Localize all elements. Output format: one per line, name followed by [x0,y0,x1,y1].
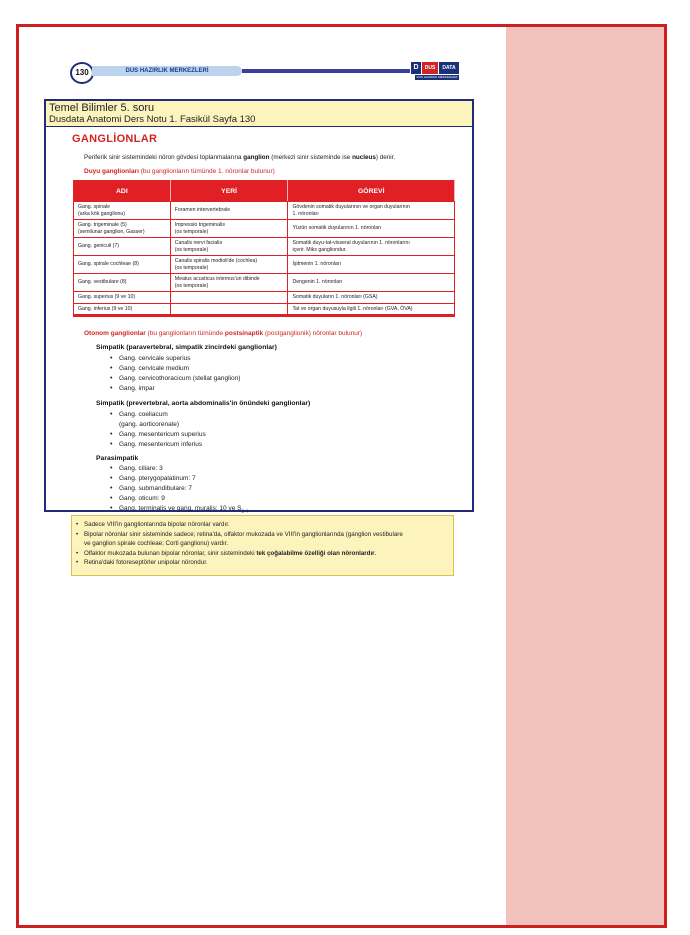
table-cell: Somatik duyu-tat-visseral duyularının 1. nöronlarını içerir. Miks gangliondur. [288,238,455,256]
question-box [44,99,474,512]
summary-note-box [71,515,454,576]
table-row [74,202,455,220]
list-item: • Gang. mesentericum superius [110,430,206,440]
table-cell: Somatik duyuların 1. nöronları (GSA) [288,292,455,304]
section-title: GANGLİONLAR [72,133,158,145]
table-cell: Meatus acusticus internus'un dibinde (os temporale) [170,274,288,292]
dusdata-logo: D DUS DATA DUS HAZIRLIK MERKEZLERİ [411,62,459,81]
column-header: YERİ [170,181,288,202]
note-item: • Sadece VIII'in ganglionlarında bipolar nöronlar vardır. [76,520,449,530]
table-row [74,220,455,238]
table-cell: Gang. spinale (arka kök ganglionu) [74,202,171,220]
list-item: • Gang. cervicale medium [110,364,240,374]
table-row [74,304,455,316]
table-cell: Gövdenin somatik duyularının ve organ duyularının 1. nöronları [288,202,455,220]
intro-paragraph: Periferik sinir sistemindeki nöron gövdesi toplanmalarına ganglion (merkezi sinir sisteminde ise nucleus) denir. [84,154,396,161]
side-margin-column [506,27,664,925]
source-reference: Dusdata Anatomi Ders Notu 1. Fasikül Sayfa 130 [49,114,256,125]
table-cell: Gang. spirale cochleae (8) [74,256,171,274]
table-cell: Canalis nervi facialis (os temporale) [170,238,288,256]
list-item: (gang. aorticorenale) [119,421,179,428]
list-item: • Gang. impar [110,384,240,394]
list-item: • Gang. coeliacum [110,410,206,420]
table-cell: İşitmenin 1. nöronları [288,256,455,274]
column-header: GÖREVİ [288,181,455,202]
page-header [70,62,460,82]
table-cell: Yüzün somatik duyularının 1. nöronları [288,220,455,238]
list-item: • Gang. ciliare: 3 [110,464,248,474]
sensory-ganglia-heading: Duyu ganglionları (bu ganglionların tümünde 1. nöronlar bulunur) [84,168,275,175]
sympathetic-prevertebral-heading: Simpatik (prevertebral, aorta abdominalis'in önündeki ganglionlar) [96,400,311,407]
table-cell: Gang. vestibulare (8) [74,274,171,292]
table-cell [170,292,288,304]
page-number: 130 [70,62,94,84]
parasympathetic-list [110,464,248,514]
table-row [74,292,455,304]
question-label: Temel Bilimler 5. soru [49,102,155,114]
table-cell: Canalis spiralis modioli'de (cochlea) (os temporale) [170,256,288,274]
table-cell: Gang. geniculi (7) [74,238,171,256]
table-cell: Dengenin 1. nöronları [288,274,455,292]
sympathetic-prevertebral-list [110,410,206,450]
parasympathetic-heading: Parasimpatik [96,455,139,462]
header-rule [242,69,410,73]
table-cell: Foramen intervertebrale [170,202,288,220]
list-item: • Gang. oticum: 9 [110,494,248,504]
table-row [74,274,455,292]
table-cell: Gang. inferius (9 ve 10) [74,304,171,316]
table-row [74,238,455,256]
table-row [74,256,455,274]
table-cell: Tat ve organ duyusuyla ilgili 1. nöronları (GVA, ÖVA) [288,304,455,316]
table-cell [170,304,288,316]
sympathetic-paravertebral-heading: Simpatik (paravertebral, simpatik zincirdeki ganglionlar) [96,344,277,351]
list-item: • Gang. cervicale superius [110,354,240,364]
ganglia-table [73,180,455,317]
list-item: • Gang. cervicothoracicum (stellat ganglion) [110,374,240,384]
table-header-row [74,181,455,202]
list-item: • Gang. mesentericum inferius [110,440,206,450]
question-box-header [46,101,472,127]
note-item: • Bipolar nöronlar sinir sisteminde sadece; retina'da, olfaktor mukozada ve VIII'in ganglionlarında (ganglion vestibulare ve ganglion spirale cochleae; Corti ganglionu) vardır. [76,530,449,549]
table-cell: Impressio trigeminalis (os temporale) [170,220,288,238]
table-cell: Gang. trigeminale (5) (semilunar ganglion, Gasser) [74,220,171,238]
list-item: • Gang. terminalis ve gang. muralis: 10 ve $S_{2-4}$ [110,504,248,514]
header-banner: DUS HAZIRLIK MERKEZLERİ [92,66,242,76]
note-item: • Olfaktor mukozada bulunan bipolar nöronlar, sinir sistemindeki tek çoğalabilme özelliği olan nöronlardır. [76,549,449,559]
list-item: • Gang. pterygopalatinum: 7 [110,474,248,484]
autonomic-ganglia-heading: Otonom ganglionlar (bu ganglionların tümünde postsinaptik (postganglionik) nöronlar bulunur) [84,330,363,337]
column-header: ADI [74,181,171,202]
table-cell: Gang. superius (9 ve 10) [74,292,171,304]
sympathetic-paravertebral-list [110,354,240,394]
note-item: • Retina'daki fotoreseptörler unipolar nörondur. [76,558,449,568]
list-item: • Gang. submandibulare: 7 [110,484,248,494]
